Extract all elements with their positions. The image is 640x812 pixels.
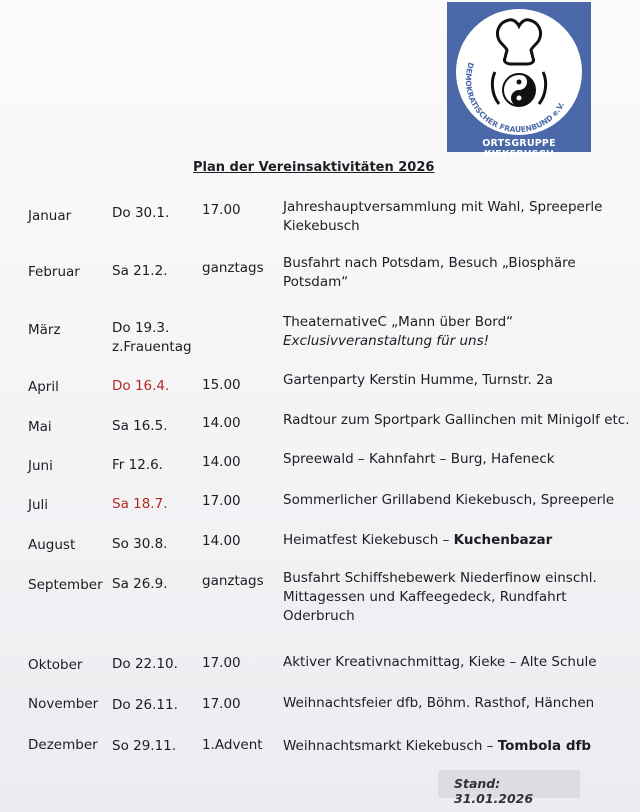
date: So 29.11. [112,738,177,754]
status-stamp [438,770,580,806]
logo-caption: ORTSGRUPPE KIEKEBUSCH [482,138,556,160]
month: August [28,537,76,553]
activity-highlight: Kuchenbazar [453,532,553,548]
activity-line: Mittagessen und Kaffeegedeck, Rundfahrt [283,589,567,605]
date: Sa 26.9. [112,576,168,592]
date: Do 26.11. [112,697,178,713]
time: 14.00 [202,533,241,549]
time: 17.00 [202,202,241,218]
activity-highlight: Tombola dfb [497,738,592,754]
date-line: Do 19.3. [112,320,170,336]
activity-line: Busfahrt Schiffshebewerk Niederfinow einschl. [283,570,597,586]
month: Dezember [28,737,98,753]
activity [283,254,576,292]
date: Fr 12.6. [112,457,163,473]
stand-date: Stand: 31.01.2026 [454,776,534,806]
page-title: Plan der Vereinsaktivitäten 2026 [193,160,435,175]
activity [283,313,513,351]
activity-line: Kiekebusch [283,218,360,234]
time: ganztags [202,573,264,589]
month: September [28,577,103,593]
month: Juni [28,458,53,474]
time: 1.Advent [202,737,263,753]
activity: Gartenparty Kerstin Humme, Turnstr. 2a [283,372,553,388]
activity: Radtour zum Sportpark Gallinchen mit Minigolf etc. [283,412,630,428]
activity-line: Potsdam“ [283,274,349,290]
month: Oktober [28,657,83,673]
activity [283,531,552,550]
activity: Aktiver Kreativnachmittag, Kieke – Alte Schule [283,654,597,670]
activity-line: Jahreshauptversammlung mit Wahl, Spreeperle [283,199,603,215]
activity-text: Heimatfest Kiekebusch – [283,532,454,548]
activity-text: Weihnachtsmarkt Kiekebusch – [283,738,498,754]
date [112,319,192,357]
date-note: z.Frauentag [112,339,192,355]
date: So 30.8. [112,536,168,552]
activity-line: Oderbruch [283,608,355,624]
logo-emblem [447,2,591,152]
date: Sa 21.2. [112,263,168,279]
time: 14.00 [202,415,241,431]
activity [283,737,591,756]
logo-arc-text: DEMOKRATISCHER FRAUENBUND e.V. [463,61,567,135]
time: 17.00 [202,696,241,712]
club-logo [447,2,591,160]
date: Do 30.1. [112,205,170,221]
time: 17.00 [202,655,241,671]
activity [283,198,602,236]
month: November [28,696,99,712]
activity: Weihnachtsfeier dfb, Böhm. Rasthof, Hänchen [283,695,595,711]
date: Do 16.4. [112,378,170,394]
activity-line: Busfahrt nach Potsdam, Besuch „Biosphäre [283,255,576,271]
activity [283,569,597,626]
date: Do 22.10. [112,656,178,672]
time: 14.00 [202,454,241,470]
time: 15.00 [202,377,241,393]
month: Januar [28,208,72,224]
activity-line: TheaternativeC „Mann über Bord“ [283,314,514,330]
activity-line: Exclusivveranstaltung für uns! [283,333,490,349]
activity: Spreewald – Kahnfahrt – Burg, Hafeneck [283,451,555,467]
month: Juli [28,497,49,513]
month: Mai [28,419,52,435]
activity: Sommerlicher Grillabend Kiekebusch, Spreeperle [283,492,615,508]
date: Sa 18.7. [112,496,168,512]
time: 17.00 [202,493,241,509]
month: April [28,379,59,395]
month: März [28,322,61,338]
date: Sa 16.5. [112,418,168,434]
time: ganztags [202,260,264,276]
month: Februar [28,264,80,280]
